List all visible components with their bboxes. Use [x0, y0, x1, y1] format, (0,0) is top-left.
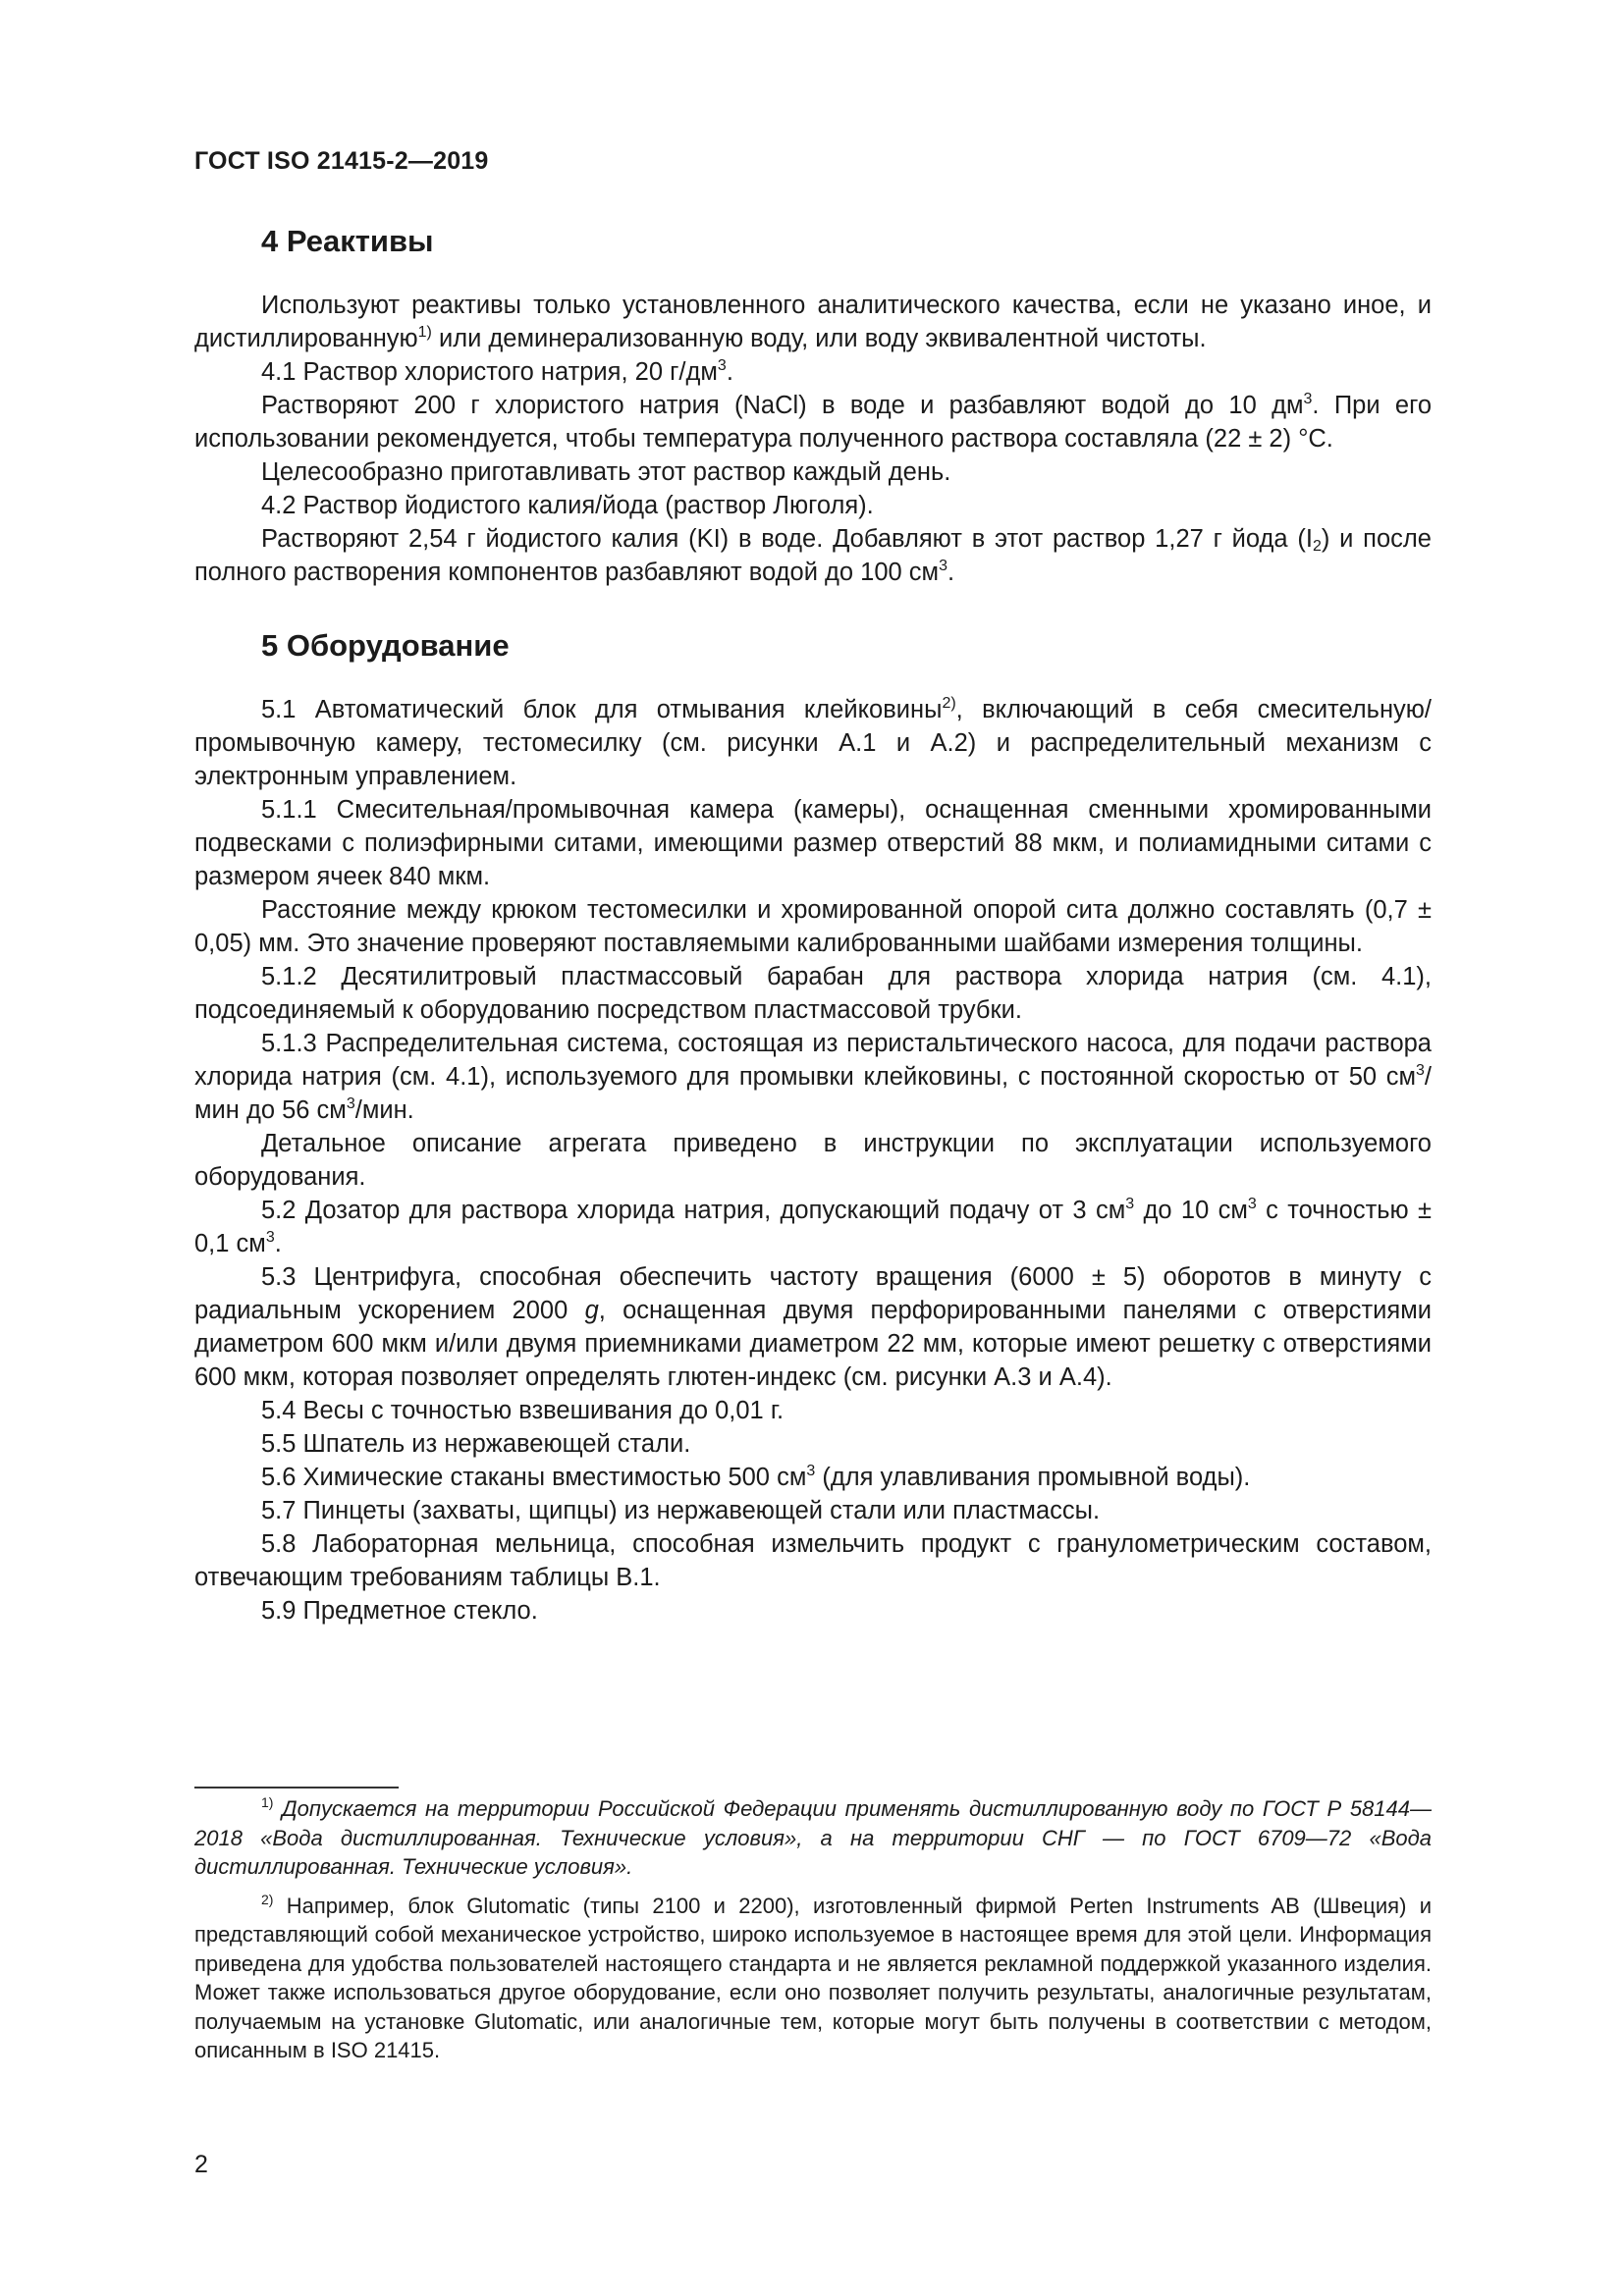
document-header: ГОСТ ISO 21415-2—2019	[194, 147, 489, 175]
paragraph: Растворяют 2,54 г йодистого калия (KI) в воде. Добавляют в этот раствор 1,27 г йода $(I_2)$ и после полного растворения компонентов разбавляют водой до 100 $см^3$.	[194, 525, 1432, 586]
section-title: 5 Оборудование	[261, 628, 510, 663]
paragraph: 4.2 Раствор йодистого калия/йода (раствор Люголя).	[261, 492, 874, 519]
section-reagents	[194, 224, 1432, 589]
paragraph: Детальное описание агрегата приведено в инструкции по эксплуатации используемого оборудования.	[194, 1130, 1432, 1191]
paragraph: 5.8 Лабораторная мельница, способная измельчить продукт с гранулометрическим составом, отвечающим требованиям таблицы В.1.	[194, 1530, 1432, 1591]
section-equipment	[194, 628, 1432, 1628]
footnote-ref[interactable]: 1)	[417, 324, 432, 341]
paragraph: 5.1 Автоматический блок для отмывания клейковины$^{2)}$, включающий в себя смесительную/промывочную камеру, тестомесилку (см. рисунки А.1 и А.2) и распределительный механизм с электронным управлением.	[194, 695, 1432, 790]
paragraph: 5.1.1 Смесительная/промывочная камера (камеры), оснащенная сменными хромированными подвесками с полиэфирными ситами, имеющими размер отверстий 88 мкм, и полиамидными ситами с размером ячеек 840 мкм.	[194, 796, 1432, 890]
footnote-divider	[194, 1787, 399, 1789]
paragraph: 5.1.3 Распределительная система, состоящая из перистальтического насоса, для подачи раствора хлорида натрия (см. 4.1), используемого для промывки клейковины, с постоянной скоростью от 50 $см^3$/мин до 56 $см^3$/мин.	[194, 1030, 1432, 1124]
paragraph: 5.4 Весы с точностью взвешивания до 0,01 г.	[261, 1397, 785, 1424]
paragraph: 5.9 Предметное стекло.	[261, 1597, 538, 1625]
page-number: 2	[194, 2151, 208, 2178]
footnote-1: $^{1)}$ Допускается на территории Российской Федерации применять дистиллированную воду по ГОСТ Р 58144—2018 «Вода дистиллированная. Технические условия», а на территории СНГ — по ГОСТ 6709—72 «Вода дистиллированная. Технические условия».	[194, 1794, 1432, 1879]
paragraph: 5.2 Дозатор для раствора хлорида натрия, допускающий подачу от 3 $см^3$ до 10 $см^3$ с точностью ± 0,1 $см^3$.	[194, 1196, 1433, 1257]
paragraph: 5.1.2 Десятилитровый пластмассовый барабан для раствора хлорида натрия (см. 4.1), подсоединяемый к оборудованию посредством пластмассовой трубки.	[194, 963, 1432, 1024]
footnotes	[194, 1787, 1432, 2075]
footnote-ref[interactable]: 2)	[942, 695, 956, 712]
paragraph: 5.5 Шпатель из нержавеющей стали.	[261, 1430, 691, 1458]
paragraph: 5.3 Центрифуга, способная обеспечить частоту вращения (6000 ± 5) оборотов в минуту с радиальным ускорением 2000 g, оснащенная двумя перфорированными панелями с отверстиями диаметром 600 мкм и/или двумя приемниками диаметром 22 мм, которые имеют решетку с отверстиями 600 мкм, которая позволяет определять глютен-индекс (см. рисунки А.3 и А.4).	[194, 1263, 1432, 1391]
paragraph: Растворяют 200 г хлористого натрия (NaCl) в воде и разбавляют водой до 10 $дм^3$. При его использовании рекомендуется, чтобы температура полученного раствора составляла (22 ± 2) °C.	[194, 391, 1432, 453]
paragraph: Используют реактивы только установленного аналитического качества, если не указано иное, и дистиллированную$^{1)}$ или деминерализованную воду, или воду эквивалентной чистоты.	[194, 292, 1432, 352]
paragraph: 5.6 Химические стаканы вместимостью 500 $см^3$ (для улавливания промывной воды).	[261, 1463, 1251, 1491]
section-title: 4 Реактивы	[261, 224, 434, 258]
footnote-2: $^{2)}$ Например, блок Glutomatic (типы 2100 и 2200), изготовленный фирмой Perten Instruments AB (Швеция) и представляющий собой механическое устройство, широко используемое в настоящее время для этой цели. Информация приведена для удобства пользователей настоящего стандарта и не является рекламной поддержкой указанного изделия. Может также использоваться другое оборудование, если оно позволяет получить результаты, аналогичные результатам, получаемым на установке Glutomatic, или аналогичные тем, которые могут быть получены в соответствии с методом, описанным в ISO 21415.	[194, 1891, 1432, 2062]
paragraph: 5.7 Пинцеты (захваты, щипцы) из нержавеющей стали или пластмассы.	[261, 1497, 1101, 1524]
paragraph: Расстояние между крюком тестомесилки и хромированной опорой сита должно составлять (0,7 ± 0,05) мм. Это значение проверяют поставляемыми калиброванными шайбами измерения толщины.	[194, 896, 1432, 957]
paragraph: Целесообразно приготавливать этот раствор каждый день.	[261, 458, 951, 486]
paragraph: 4.1 Раствор хлористого натрия, 20 $г/дм^3$.	[261, 357, 733, 386]
